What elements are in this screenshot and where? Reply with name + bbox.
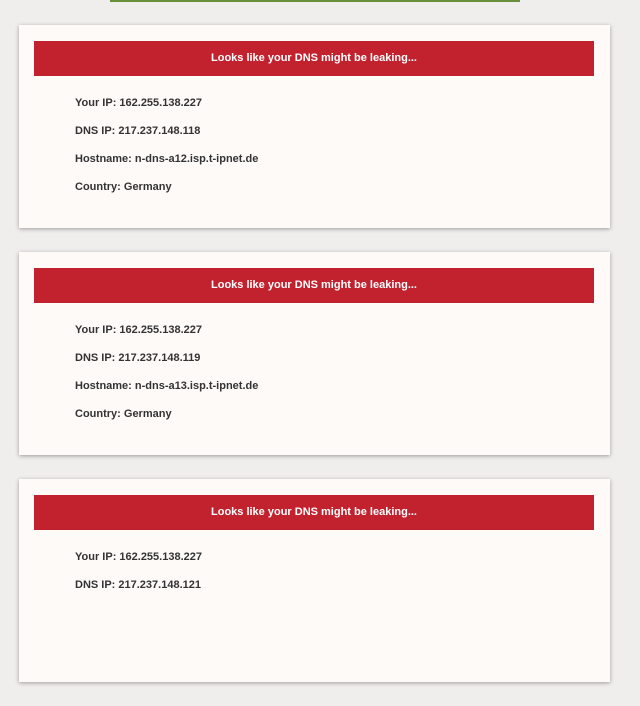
hostname-text: Hostname: n-dns-a12.isp.t-ipnet.de (75, 153, 259, 165)
dns-ip-text: DNS IP: 217.237.148.119 (75, 352, 201, 364)
dns-info (75, 550, 202, 606)
leak-warning-banner: Looks like your DNS might be leaking... (34, 268, 594, 303)
dns-result-card (19, 25, 610, 228)
country-text: Country: Germany (75, 181, 172, 193)
dns-ip-text: DNS IP: 217.237.148.121 (75, 579, 201, 591)
country-text: Country: Germany (75, 408, 172, 420)
results-list (19, 25, 610, 706)
leak-warning-banner: Looks like your DNS might be leaking... (34, 41, 594, 76)
dns-info (75, 323, 258, 435)
your-ip-text: Your IP: 162.255.138.227 (75, 551, 202, 563)
dns-result-card (19, 252, 610, 455)
top-status-strip (110, 0, 520, 2)
dns-info (75, 96, 258, 208)
leak-warning-banner: Looks like your DNS might be leaking... (34, 495, 594, 530)
hostname-text: Hostname: n-dns-a13.isp.t-ipnet.de (75, 380, 259, 392)
your-ip-text: Your IP: 162.255.138.227 (75, 97, 202, 109)
dns-ip-text: DNS IP: 217.237.148.118 (75, 125, 201, 137)
dns-result-card (19, 479, 610, 682)
your-ip-text: Your IP: 162.255.138.227 (75, 324, 202, 336)
